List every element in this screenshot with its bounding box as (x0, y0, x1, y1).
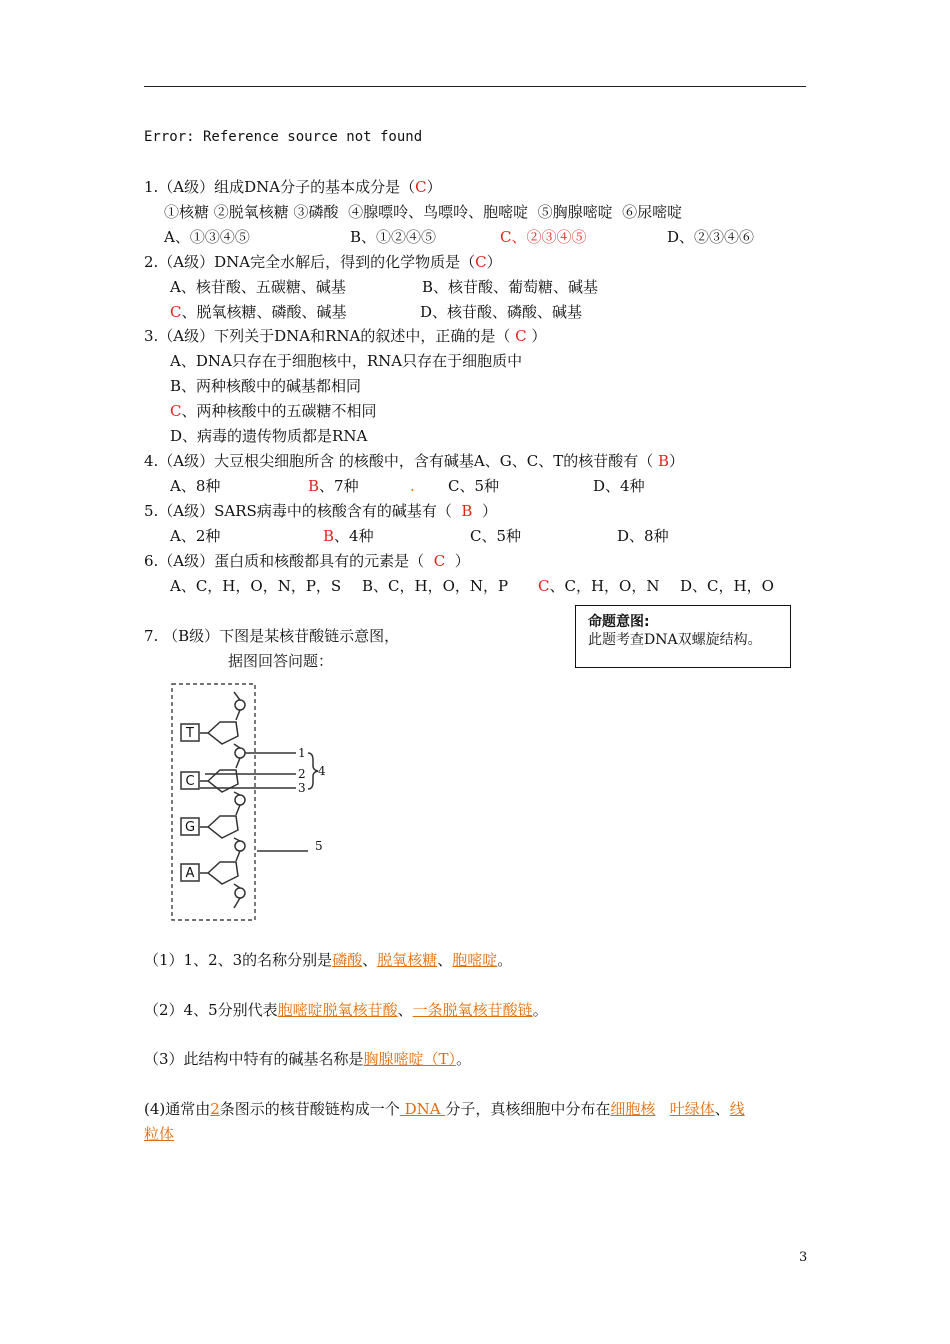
q4-option-a: A、8种 (170, 477, 221, 495)
q5-option-b: B、4种 (323, 527, 374, 545)
reference-error-text: Error: Reference source not found (144, 129, 423, 145)
backbone-link-1 (236, 758, 240, 768)
q6-option-c: C、C，H，O，N (538, 577, 660, 595)
q7-sub4-answer-1: 2 (210, 1100, 220, 1118)
q1-option-b: B、①②④⑤ (350, 228, 437, 246)
q1-option-d: D、②③④⑥ (667, 228, 755, 246)
q6-answer: C (433, 552, 446, 570)
q2-option-a: A、核苷酸、五碳糖、碱基 (170, 278, 346, 296)
q7-stem-line2: 据图回答问题： (228, 652, 334, 670)
q5-stem: 5.（A级）SARS病毒中的核酸含有的碱基有（ B ） (144, 502, 497, 520)
sugar-pentagon-G (208, 816, 238, 838)
q7-stem: 7. （B级）下图是某核苷酸链示意图， (144, 627, 400, 645)
q7-sub4-wrap (144, 1124, 174, 1144)
q6-option-a: A、C，H，O，N，P，S (170, 577, 342, 595)
q3-option-c: C、两种核酸中的五碳糖不相同 (170, 402, 377, 420)
phosphate-circle-2 (235, 795, 245, 805)
q2-option-b: B、核苷酸、葡萄糖、碱基 (422, 278, 599, 296)
intent-title: 命题意图: (588, 614, 650, 630)
chain-dashed-box (172, 684, 255, 920)
q6-stem: 6.（A级）蛋白质和核酸都具有的元素是（ C ） (144, 552, 470, 570)
phosphate-circle-4 (235, 888, 245, 898)
q7-sub1-answer-2: 脱氧核糖 (377, 951, 438, 969)
q2-answer: C (475, 253, 487, 271)
backbone-link-0 (236, 710, 240, 720)
q7-sub4-answer-5b: 粒体 (144, 1125, 175, 1143)
q5-option-c: C、5种 (470, 527, 522, 545)
phosphate-circle-1 (235, 748, 245, 758)
q3-answer: C (515, 327, 527, 345)
q7-sub2-answer-1: 胞嘧啶脱氧核苷酸 (277, 1001, 398, 1019)
sugar-pentagon-T (208, 722, 238, 744)
q4-stem: 4.（A级）大豆根尖细胞所含 的核酸中，含有碱基A、G、C、T的核苷酸有（ B） (144, 452, 685, 470)
q2-stem: 2.（A级）DNA完全水解后，得到的化学物质是（C） (144, 253, 502, 271)
q7-sub1-answer-1: 磷酸 (332, 951, 363, 969)
base-label-A: A (185, 866, 195, 881)
q4-option-b: B、7种 (308, 477, 359, 495)
phosphate-circle-0 (235, 700, 245, 710)
q1-stem: 1.（A级）组成DNA分子的基本成分是（C） (144, 178, 442, 196)
q4-option-c: C、5种 (448, 477, 500, 495)
phosphate-circle-3 (235, 841, 245, 851)
q3-option-b: B、两种核酸中的碱基都相同 (170, 377, 362, 395)
page-number: 3 (799, 1250, 808, 1265)
q4-stray-dot: . (410, 477, 415, 495)
q1-choices: ①核糖 ②脱氧核糖 ③磷酸 ④腺嘌呤、鸟嘌呤、胞嘧啶 ⑤胸腺嘧啶 ⑥尿嘧啶 (164, 203, 683, 221)
backbone-link-2 (236, 805, 240, 815)
q6-option-d: D、C，H，O (680, 577, 774, 595)
q7-sub4: (4)通常由2条图示的核苷酸链构成一个 DNA 分子，真核细胞中分布在细胞核 叶绿体、线 (144, 1100, 745, 1118)
q7-sub2: （2）4、5分别代表胞嘧啶脱氧核苷酸、一条脱氧核苷酸链。 (144, 1001, 548, 1019)
q3-option-a: A、DNA只存在于细胞核中，RNA只存在于细胞质中 (170, 352, 523, 370)
q7-sub1-answer-3: 胞嘧啶 (452, 951, 498, 969)
q4-option-d: D、4种 (593, 477, 645, 495)
q4-answer: B (657, 452, 670, 470)
part-label-2: 2 (298, 767, 306, 781)
part-label-5: 5 (315, 839, 323, 853)
q7-sub1: （1）1、2、3的名称分别是磷酸、脱氧核糖、胞嘧啶。 (144, 951, 513, 969)
q7-sub4-answer-2: DNA (399, 1100, 446, 1118)
header-rule (144, 86, 806, 87)
q7-sub3: （3）此结构中特有的碱基名称是胸腺嘧啶（T）。 (144, 1050, 472, 1068)
q1-answer: C (415, 178, 427, 196)
sugar-pentagon-A (208, 862, 238, 884)
q7-sub4-answer-4: 叶绿体 (669, 1100, 715, 1118)
base-label-G: G (184, 820, 196, 835)
intent-box (575, 605, 791, 668)
brace-4 (308, 753, 318, 789)
part-label-1: 1 (298, 746, 306, 760)
q5-option-d: D、8种 (617, 527, 669, 545)
q6-option-b: B、C，H，O，N，P (362, 577, 509, 595)
q3-stem: 3.（A级）下列关于DNA和RNA的叙述中，正确的是（ C ） (144, 327, 547, 345)
q5-option-a: A、2种 (170, 527, 221, 545)
base-label-T: T (186, 726, 194, 741)
backbone-top-tick (234, 692, 240, 700)
part-label-3: 3 (298, 781, 306, 795)
part-label-4: 4 (318, 764, 326, 778)
q2-option-d: D、核苷酸、磷酸、碱基 (420, 303, 583, 321)
backbone-link-3 (236, 851, 240, 861)
q1-option-c: C、②③④⑤ (500, 228, 587, 246)
q7-sub2-answer-2: 一条脱氧核苷酸链 (412, 1001, 533, 1019)
q7-sub4-answer-3: 细胞核 (610, 1100, 656, 1118)
backbone-bottom-tick (234, 898, 240, 908)
q7-sub4-answer-5a: 线 (729, 1100, 745, 1118)
q3-option-d: D、病毒的遗传物质都是RNA (170, 427, 368, 445)
base-label-C: C (185, 774, 195, 789)
q7-sub3-answer: 胸腺嘧啶（T） (363, 1050, 457, 1068)
q5-answer: B (461, 502, 473, 520)
nucleotide-chain-diagram (160, 678, 340, 926)
q1-option-a: A、①③④⑤ (164, 228, 250, 246)
intent-body: 此题考查DNA双螺旋结构。 (588, 632, 762, 648)
q2-option-c: C、脱氧核糖、磷酸、碱基 (170, 303, 347, 321)
